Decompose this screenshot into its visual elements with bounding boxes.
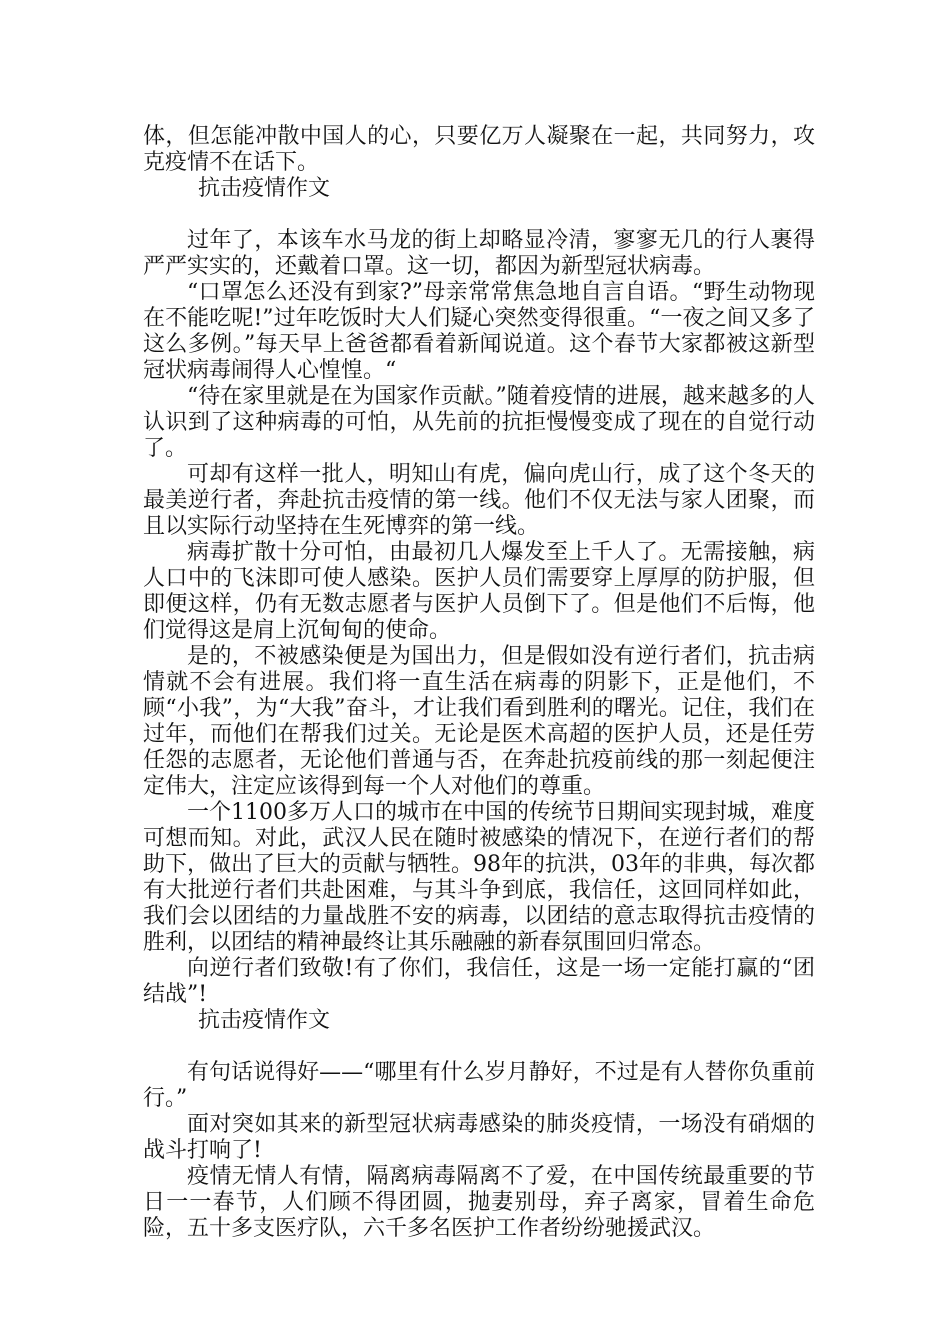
body-paragraph: 过年了，本该车水马龙的街上却略显冷清，寥寥无几的行人裹得严严实实的，还戴着口罩。这一切，都因为新型冠状病毒。 [143, 228, 815, 279]
body-paragraph: 向逆行者们致敬!有了你们，我信任，这是一场一定能打赢的“团结战”! [143, 956, 815, 1007]
blank-line [143, 202, 815, 228]
body-paragraph: 可却有这样一批人，明知山有虎，偏向虎山行，成了这个冬天的最美逆行者，奔赴抗击疫情的第一线。他们不仅无法与家人团聚，而且以实际行动坚持在生死博弈的第一线。 [143, 462, 815, 539]
blank-line [143, 1034, 815, 1060]
body-paragraph: “待在家里就是在为国家作贡献。”随着疫情的进展，越来越多的人认识到了这种病毒的可怕，从先前的抗拒慢慢变成了现在的自觉行动了。 [143, 384, 815, 461]
body-paragraph: 一个1100多万人口的城市在中国的传统节日期间实现封城，难度可想而知。对此，武汉人民在随时被感染的情况下，在逆行者们的帮助下，做出了巨大的贡献与牺牲。98年的抗洪，03年的非典，每次都有大批逆行者们共赴困难，与其斗争到底，我信任，这回同样如此，我们会以团结的力量战胜不安的病毒，以团结的意志取得抗击疫情的胜利，以团结的精神最终让其乐融融的新春氛围回归常态。 [143, 800, 815, 955]
body-paragraph: 面对突如其来的新型冠状病毒感染的肺炎疫情，一场没有硝烟的战斗打响了! [143, 1112, 815, 1163]
section-heading: 抗击疫情作文 [198, 176, 331, 201]
body-paragraph: 疫情无情人有情，隔离病毒隔离不了爱，在中国传统最重要的节日一一春节，人们顾不得团圆，抛妻别母，弃子离家，冒着生命危险，五十多支医疗队，六千多名医护工作者纷纷驰援武汉。 [143, 1164, 815, 1241]
section-heading: 抗击疫情作文 [198, 1008, 331, 1033]
body-paragraph: 是的，不被感染便是为国出力，但是假如没有逆行者们，抗击病情就不会有进展。我们将一直生活在病毒的阴影下，正是他们，不顾“小我”，为“大我”奋斗，才让我们看到胜利的曙光。记住，我们在过年，而他们在帮我们过关。无论是医术高超的医护人员，还是任劳任怨的志愿者，无论他们普通与否，在奔赴抗疫前线的那一刻起便注定伟大，注定应该得到每一个人对他们的尊重。 [143, 644, 815, 799]
body-paragraph: 有句话说得好——“哪里有什么岁月静好，不过是有人替你负重前行。” [143, 1060, 815, 1111]
body-paragraph: “口罩怎么还没有到家?”母亲常常焦急地自言自语。“野生动物现在不能吃呢!”过年吃饭时大人们疑心突然变得很重。“一夜之间又多了这么多例。”每天早上爸爸都看着新闻说道。这个春节大家都被这新型冠状病毒闹得人心惶惶。“ [143, 280, 815, 383]
document-page [143, 124, 815, 1242]
lead-paragraph: 体，但怎能冲散中国人的心，只要亿万人凝聚在一起，共同努力，攻克疫情不在话下。 [143, 124, 815, 175]
body-paragraph: 病毒扩散十分可怕，由最初几人爆发至上千人了。无需接触，病人口中的飞沫即可使人感染。医护人员们需要穿上厚厚的防护服，但即便这样，仍有无数志愿者与医护人员倒下了。但是他们不后悔，他们觉得这是肩上沉甸甸的使命。 [143, 540, 815, 643]
